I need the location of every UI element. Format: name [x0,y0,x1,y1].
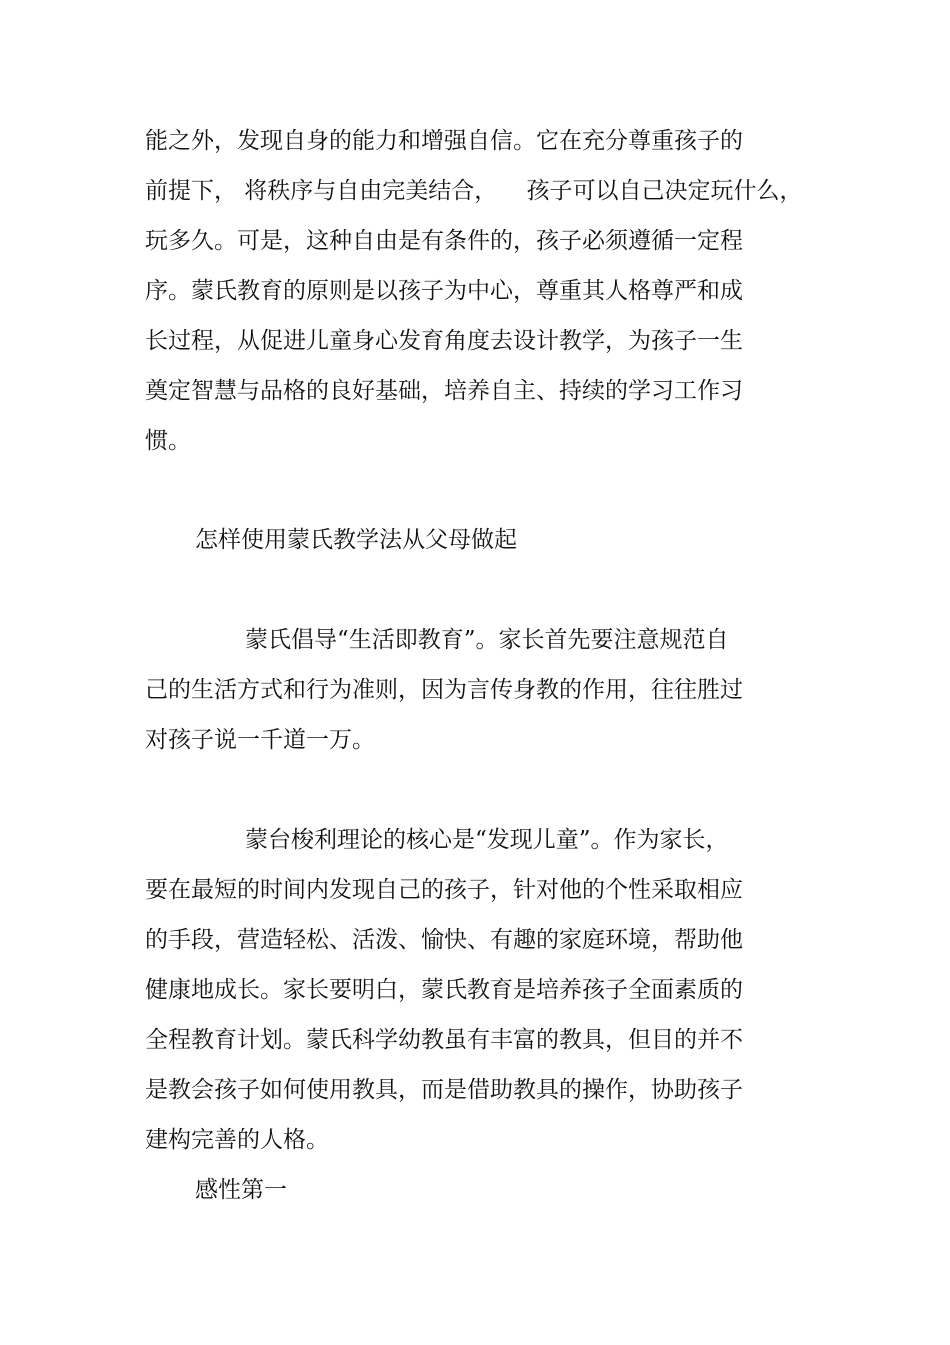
paragraph-2-line: 蒙氏倡导“生活即教育”。家长首先要注意规范自 [245,627,729,653]
paragraph-3-line: 全程教育计划。蒙氏科学幼教虽有丰富的教具，但目的并不 [145,1027,743,1053]
paragraph-3-line: 蒙台梭利理论的核心是“发现儿童”。作为家长， [245,827,729,853]
section-heading: 怎样使用蒙氏教学法从父母做起 [195,527,517,553]
paragraph-1-line: 玩多久。可是，这种自由是有条件的，孩子必须遵循一定程 [145,228,743,254]
paragraph-1-line: 奠定智慧与品格的良好基础，培养自主、持续的学习工作习 [145,378,743,404]
paragraph-1-line: 长过程，从促进儿童身心发育角度去设计教学，为孩子一生 [145,328,743,354]
paragraph-2-line: 己的生活方式和行为准则，因为言传身教的作用，往往胜过 [145,677,743,703]
paragraph-1-line: 前提下， 将秩序与自由完美结合， 孩子可以自己决定玩什么， [145,178,803,204]
paragraph-3-line: 的手段，营造轻松、活泼、愉快、有趣的家庭环境，帮助他 [145,927,743,953]
paragraph-3-line: 是教会孩子如何使用教具，而是借助教具的操作，协助孩子 [145,1077,743,1103]
paragraph-3-line: 健康地成长。家长要明白，蒙氏教育是培养孩子全面素质的 [145,977,743,1003]
paragraph-2-line: 对孩子说一千道一万。 [145,727,375,753]
paragraph-1-line: 惯。 [145,428,191,454]
paragraph-3-line: 建构完善的人格。 [145,1127,329,1153]
paragraph-1-line: 序。蒙氏教育的原则是以孩子为中心，尊重其人格尊严和成 [145,278,743,304]
section-heading: 感性第一 [195,1177,287,1203]
paragraph-3-line: 要在最短的时间内发现自己的孩子，针对他的个性采取相应 [145,877,743,903]
paragraph-1-line: 能之外，发现自身的能力和增强自信。它在充分尊重孩子的 [145,128,743,154]
